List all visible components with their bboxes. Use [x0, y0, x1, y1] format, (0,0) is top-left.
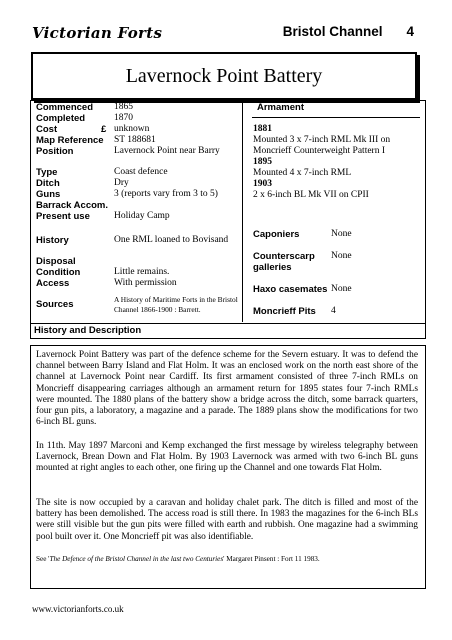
type-value: Coast defence: [114, 167, 168, 177]
position-label: Position: [36, 146, 74, 157]
present-use-value: Holiday Camp: [114, 211, 170, 221]
map-reference-value: ST 188681: [114, 135, 156, 145]
history-value: One RML loaned to Bovisand: [114, 235, 229, 245]
history-label: History: [36, 235, 69, 246]
ditch-value: Dry: [114, 178, 129, 188]
moncrieff-pits-label: Moncrieff Pits: [253, 306, 316, 317]
cost-value: unknown: [114, 124, 150, 134]
armament-year-1903: 1903: [253, 179, 272, 189]
history-title: History and Description: [34, 325, 142, 336]
counterscarp-value: None: [331, 251, 352, 261]
type-label: Type: [36, 167, 58, 178]
haxo-casemates-value: None: [331, 284, 352, 294]
armament-1895-line: Mounted 4 x 7-inch RML: [253, 168, 352, 178]
page-title: Lavernock Point Battery: [31, 52, 417, 100]
history-paragraph-2: In 11th. May 1897 Marconi and Kemp exchanged the first message by wireless telegraphy between Lavernock, Brean Down and Flat Holm. By 1903 Lavernock was armed with two 6-inch BL guns mounted at right angles to each other, one firing up the Channel and one towards Flat Holm.: [36, 441, 418, 474]
haxo-casemates-label: Haxo casemates: [253, 284, 328, 295]
cost-currency: £: [101, 124, 107, 135]
armament-year-1895: 1895: [253, 157, 272, 167]
counterscarp-label-line1: Counterscarp: [253, 251, 315, 262]
caponiers-label: Caponiers: [253, 229, 300, 240]
position-value: Lavernock Point near Barry: [114, 146, 220, 156]
access-value: With permission: [114, 278, 177, 288]
guns-value: 3 (reports vary from 3 to 5): [114, 189, 218, 199]
disposal-label: Disposal: [36, 256, 76, 267]
reference-note-title: The Defence of the Bristol Channel in the last two Centuries: [49, 555, 224, 563]
brand-title: Victorian Forts: [32, 24, 163, 42]
footer-url: www.victorianforts.co.uk: [32, 604, 124, 614]
section-name: Bristol Channel: [282, 24, 383, 39]
access-label: Access: [36, 278, 70, 289]
sources-value-line1: A History of Maritime Forts in the Bristol: [114, 295, 238, 304]
history-paragraph-1: Lavernock Point Battery was part of the defence scheme for the Severn estuary. It was to defend the channel between Barry Island and Flat Holm. It was an enclosed work on the north east shore of the channel at Lavernock Point near Cardiff. Its first armament consisted of three 7-inch RMLs on Moncrieff disappearing carriages although an armament return for 1895 states four 7-inch RMLs were mounted. The 1880 plans of the battery show a bridge across the ditch, some barrack quarters, four gun pits, a laboratory, a magazine and a parade. The 1889 plans show the modifications for two 6-inch BL guns.: [36, 350, 418, 428]
counterscarp-label-line2: galleries: [253, 262, 292, 273]
armament-title: Armament: [257, 102, 304, 113]
commenced-value: 1865: [114, 102, 133, 112]
reference-note-prefix: See ': [36, 555, 50, 563]
moncrieff-pits-value: 4: [331, 306, 336, 316]
reference-note: [36, 555, 320, 563]
armament-year-1881: 1881: [253, 124, 272, 134]
armament-1881-line2: Moncrieff Counterweight Pattern I: [253, 146, 385, 156]
condition-value: Little remains.: [114, 267, 170, 277]
sources-label: Sources: [36, 299, 74, 310]
section-header: [283, 24, 414, 39]
map-reference-label: Map Reference: [36, 135, 104, 146]
reference-note-suffix: ' Margaret Pinsent : Fort 11 1983.: [223, 555, 320, 563]
history-paragraph-3: The site is now occupied by a caravan and holiday chalet park. The ditch is filled and most of the battery has been demolished. The access road is still there. In 1983 the magazines for the 6-inch BLs were still visible but the gun pits were filled with earth and rubbish. One magazine had a swimming pool built over it. One Moncrieff pit was also identifiable.: [36, 498, 418, 542]
armament-1903-line: 2 x 6-inch BL Mk VII on CPII: [253, 190, 369, 200]
completed-value: 1870: [114, 113, 133, 123]
cost-label: Cost: [36, 124, 58, 135]
caponiers-value: None: [331, 229, 352, 239]
commenced-label: Commenced: [36, 102, 94, 113]
present-use-label: Present use: [36, 211, 90, 222]
guns-label: Guns: [36, 189, 61, 200]
sources-value-line2: Channel 1866-1900 : Barrett.: [114, 305, 201, 314]
condition-label: Condition: [36, 267, 81, 278]
barrack-label: Barrack Accom.: [36, 200, 108, 211]
completed-label: Completed: [36, 113, 86, 124]
ditch-label: Ditch: [36, 178, 60, 189]
armament-1881-line1: Mounted 3 x 7-inch RML Mk III on: [253, 135, 391, 145]
page-number: 4: [406, 24, 414, 39]
